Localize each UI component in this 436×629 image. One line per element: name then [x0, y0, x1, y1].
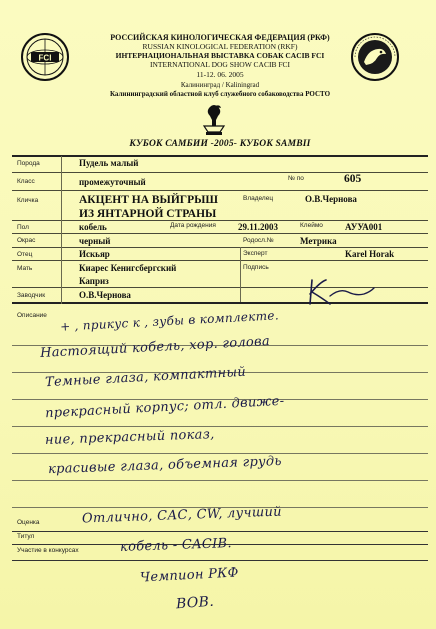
name-value-line1: АКЦЕНТ НА ВЫЙГРЫШ [79, 194, 219, 206]
birth-date-value: 29.11.2003 [238, 222, 279, 232]
header-line-en-show: INTERNATIONAL DOG SHOW CACIB FCI [150, 60, 290, 69]
breed-label: Порода [17, 160, 40, 167]
dam-label: Мать [17, 265, 33, 272]
svg-text:FCI: FCI [38, 53, 52, 63]
class-label: Класс [17, 178, 35, 185]
owner-value: О.В.Чернова [305, 194, 357, 204]
column-divider [240, 247, 241, 302]
rule-top [12, 155, 428, 157]
expert-signature [300, 276, 380, 308]
sire-value: Искьяр [79, 249, 110, 259]
title-value-bob: BOB. [175, 593, 215, 613]
signature-label: Подпись [243, 264, 269, 271]
description-line-5: ние, прекрасный показ, [44, 427, 215, 448]
description-line-4: прекрасный корпус; отл. движе- [44, 393, 285, 422]
description-rule [12, 453, 428, 454]
expert-label: Эксперт [243, 250, 268, 257]
catalog-number-value: 605 [344, 173, 362, 185]
name-label: Кличка [17, 197, 39, 204]
rule [12, 247, 428, 248]
title-label: Титул [17, 533, 35, 540]
contest-label: Участие в конкурсах [17, 547, 79, 554]
description-rule [12, 426, 428, 427]
rating-value: Отлично, САС, CW, лучший [81, 504, 283, 527]
contest-value: кобель - CACIB. [119, 536, 233, 555]
description-line-1: + , прикус к , зубы в комплекте. [59, 308, 280, 334]
owner-label: Владелец [243, 195, 274, 202]
color-value: черный [79, 236, 111, 246]
description-label: Описание [17, 312, 47, 319]
catalog-number-label: № по [288, 175, 304, 182]
description-line-6: красивые глаза, объемная грудь [47, 453, 283, 478]
header-city: Калининград / Kaliningrad [180, 81, 260, 89]
brand-label: Клеймо [300, 222, 323, 229]
column-divider [61, 156, 62, 304]
expert-value: Karel Horak [345, 249, 395, 259]
brand-value: АУУА001 [345, 222, 383, 232]
description-rule [12, 480, 428, 481]
header-line-en-federation: RUSSIAN KINOLOGICAL FEDERATION (RKF) [142, 42, 298, 51]
pedigree-value: Метрика [300, 236, 337, 246]
breeder-label: Заводчик [17, 292, 46, 299]
dam-value-line1: Киарес Кенигсбергский [79, 263, 177, 273]
name-value-line2: ИЗ ЯНТАРНОЙ СТРАНЫ [79, 208, 217, 220]
cup-title: КУБОК САМБИИ -2005- КУБОК SAMBII [129, 139, 311, 149]
sex-label: Пол [17, 224, 29, 231]
description-line-2: Настоящий кобель, хор. голова [39, 333, 271, 362]
pedigree-label: Родосл.№ [243, 237, 274, 244]
rule [12, 260, 428, 261]
header-organizer: Калининградский областной клуб служебного собаководства РОСТО [109, 90, 331, 98]
breed-value: Пудель малый [79, 158, 139, 168]
dog-cup-icon [200, 102, 228, 136]
header-line-ru-federation: РОССИЙСКАЯ КИНОЛОГИЧЕСКАЯ ФЕДЕРАЦИЯ (РКФ) [110, 33, 330, 42]
rule-rating [12, 531, 428, 532]
rule [12, 220, 428, 221]
sire-label: Отец [17, 251, 33, 258]
dam-value-line2: Каприз [79, 276, 109, 286]
breeder-value: О.В.Чернова [79, 290, 131, 300]
description-line-3: Темные глаза, компактный [44, 364, 247, 391]
header-dates: 11-12. 06. 2005 [196, 70, 244, 79]
class-value: промежуточный [79, 177, 146, 187]
birth-date-label: Дата рождения [170, 222, 216, 229]
rule [12, 172, 428, 173]
color-label: Окрас [17, 237, 36, 244]
rating-label: Оценка [17, 519, 40, 526]
header-line-ru-show: ИНТЕРНАЦИОНАЛЬНАЯ ВЫСТАВКА СОБАК CACIB FCI [115, 51, 325, 60]
rule [12, 190, 428, 191]
fci-logo [20, 32, 70, 82]
title-value-champion: Чемпион РКФ [139, 565, 240, 586]
sex-value: кобель [79, 222, 107, 232]
rule-contest [12, 560, 428, 561]
rule [12, 233, 428, 234]
